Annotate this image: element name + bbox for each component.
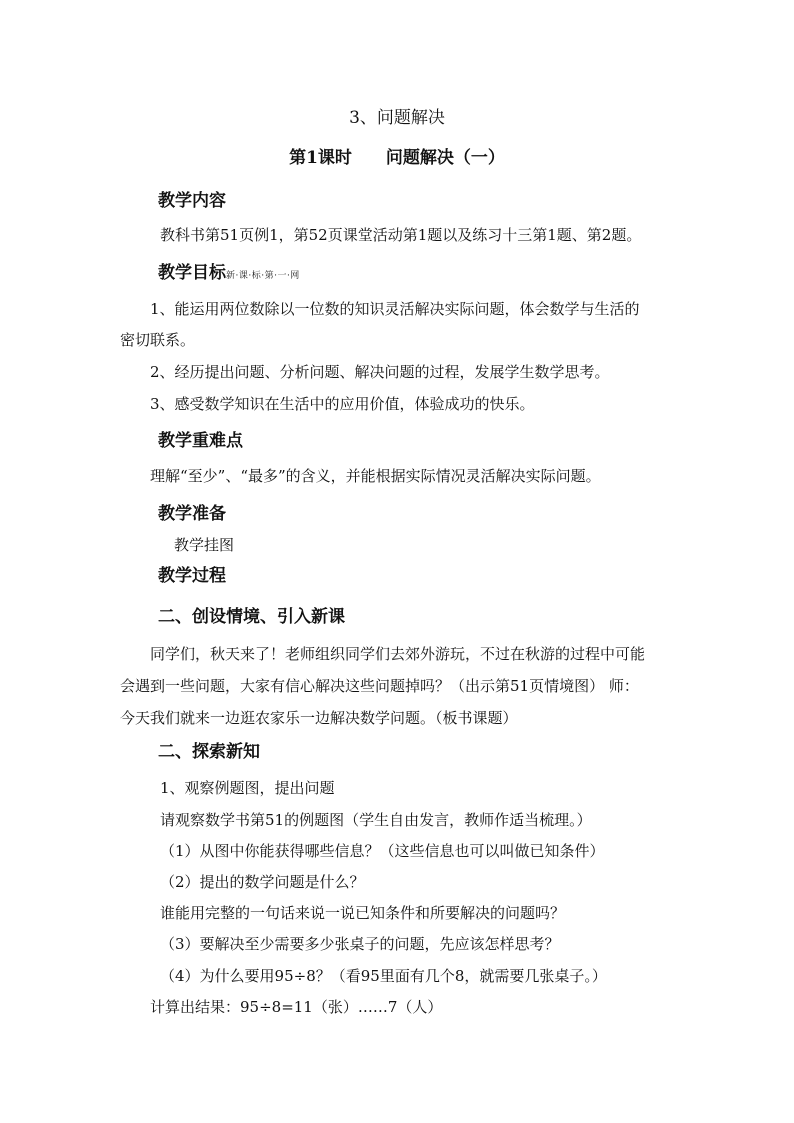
part1-line-1: 同学们，秋天来了！老师组织同学们去郊外游玩，不过在秋游的过程中可能 — [150, 645, 646, 663]
part1-line-3: 今天我们就来一边逛农家乐一边解决数学问题。（板书课题） — [120, 709, 518, 727]
part2-question-3: （3）要解决至少需要多少张桌子的问题，先应该怎样思考？ — [160, 935, 560, 953]
part2-heading: 二、探索新知 — [158, 742, 260, 762]
part2-question-2: （2）提出的数学问题是什么？ — [160, 873, 365, 891]
part2-question-1: （1）从图中你能获得哪些信息？（这些信息也可以叫做已知条件） — [160, 842, 605, 860]
content-text: 教科书第51页例1，第52页课堂活动第1题以及练习十三第1题、第2题。 — [160, 226, 642, 244]
section-heading-content: 教学内容 — [158, 191, 226, 211]
chapter-title: 3、问题解决 — [349, 108, 445, 128]
lesson-title: 第1课时 问题解决（一） — [289, 148, 505, 168]
section-heading-prep: 教学准备 — [158, 504, 226, 524]
part2-calculation: 计算出结果：95÷8=11（张）……7（人） — [150, 998, 443, 1016]
section-heading-process: 教学过程 — [158, 566, 226, 586]
watermark-text: 新·课·标·第·一·网 — [226, 271, 300, 281]
goal-1-line-1: 1、能运用两位数除以一位数的知识灵活解决实际问题，体会数学与生活的 — [150, 300, 640, 318]
goals-heading-text: 教学目标 — [158, 263, 226, 283]
prep-text: 教学挂图 — [174, 536, 235, 554]
section-heading-goals — [158, 263, 300, 286]
goal-1-line-2: 密切联系。 — [120, 331, 196, 349]
section-heading-key: 教学重难点 — [158, 431, 243, 451]
part2-question-2-detail: 谁能用完整的一句话来说一说已知条件和所要解决的问题吗？ — [160, 904, 566, 922]
goal-2: 2、经历提出问题、分析问题、解决问题的过程，发展学生数学思考。 — [150, 363, 610, 381]
goal-3: 3、感受数学知识在生活中的应用价值，体验成功的快乐。 — [150, 395, 535, 413]
key-text: 理解“至少”、“最多”的含义，并能根据实际情况灵活解决实际问题。 — [150, 467, 601, 485]
part1-line-2: 会遇到一些问题，大家有信心解决这些问题掉吗？（出示第51页情境图） 师： — [120, 677, 639, 695]
part2-question-4: （4）为什么要用95÷8？（看95里面有几个8，就需要几张桌子。） — [160, 967, 607, 985]
part1-heading: 二、创设情境、引入新课 — [158, 607, 345, 627]
part2-step-2: 请观察数学书第51的例题图（学生自由发言，教师作适当梳理。） — [160, 811, 592, 829]
part2-step-1: 1、观察例题图，提出问题 — [160, 779, 335, 797]
